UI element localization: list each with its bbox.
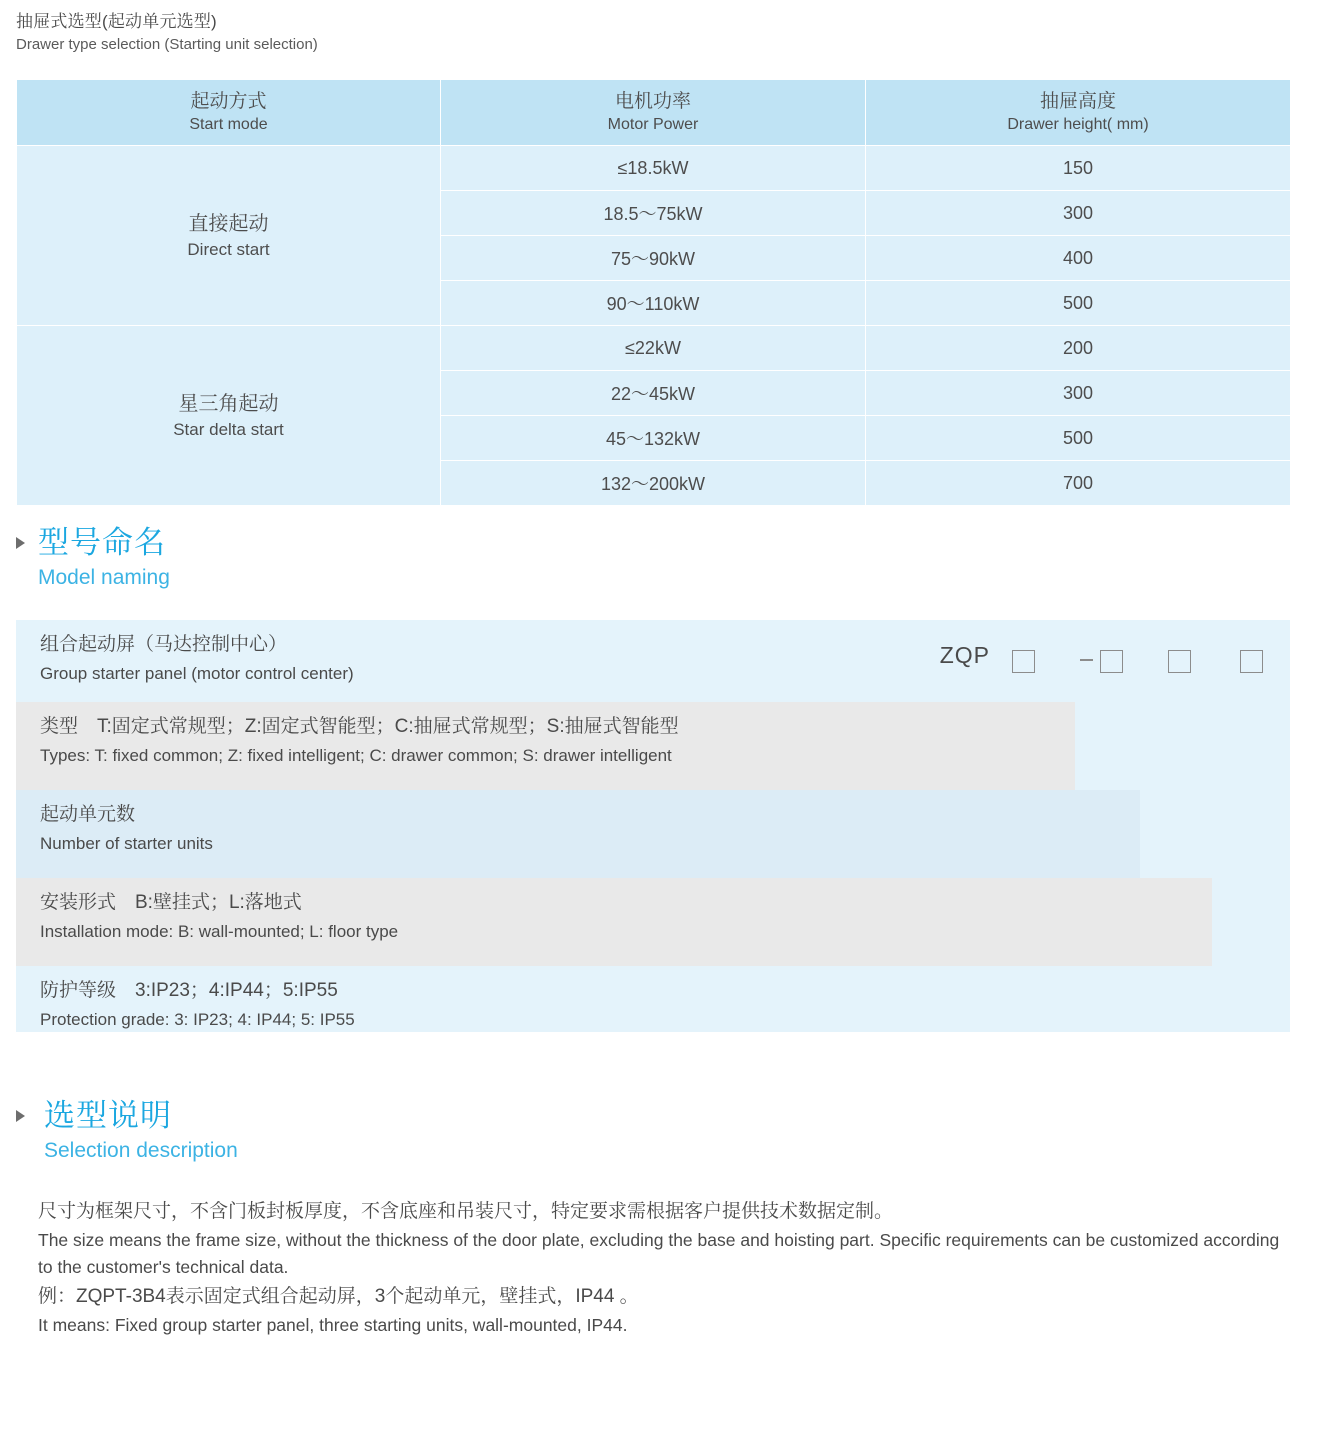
naming-row-install-mode-en: Installation mode: B: wall-mounted; L: floor type [40,922,399,941]
cell-height: 700 [866,461,1291,506]
model-code-prefix: ZQP [939,642,990,668]
code-dash-separator [1080,659,1093,661]
code-box-type [1012,650,1035,673]
table-body [17,146,1291,506]
naming-row-product-en: Group starter panel (motor control center) [40,664,354,683]
start-mode-star-delta-cn: 星三角起动 [178,392,279,415]
naming-row-protection-grade [16,966,1290,1032]
model-code-boxes [990,646,1252,680]
cell-power: 18.5～75kW [441,191,866,236]
cell-power: ≤22kW [441,326,866,371]
description-line-4-en: It means: Fixed group starter panel, three starting units, wall-mounted, IP44. [38,1315,628,1335]
cell-height: 300 [866,371,1291,416]
naming-row-product-cn: 组合起动屏（马达控制中心） [40,634,288,655]
section-selection-en: Selection description [44,1139,238,1162]
naming-row-unit-count-en: Number of starter units [40,834,213,853]
triangle-right-icon [16,1110,25,1122]
start-mode-star-delta-en: Star delta start [173,419,284,439]
start-mode-direct-cn: 直接起动 [188,212,269,235]
cell-power: 45～132kW [441,416,866,461]
cell-height: 400 [866,236,1291,281]
header-start-mode [17,80,441,146]
cell-power: 90～110kW [441,281,866,326]
naming-row-types-en: Types: T: fixed common; Z: fixed intelligent; C: drawer common; S: drawer intelligent [40,746,672,765]
cell-height: 150 [866,146,1291,191]
naming-row-types [16,702,1075,790]
section-heading-model-naming [16,523,170,593]
header-start-mode-cn: 起动方式 [190,91,267,112]
table-header-row [17,80,1291,146]
cell-start-mode-direct [17,146,441,326]
description-line-3-cn: 例：ZQPT-3B4表示固定式组合起动屏，3个起动单元，壁挂式，IP44 。 [38,1286,639,1307]
cell-height: 500 [866,281,1291,326]
selection-description-body [38,1196,1288,1339]
cell-height: 300 [866,191,1291,236]
model-naming-diagram [16,620,1290,1032]
header-drawer-height-cn: 抽屉高度 [1039,91,1116,112]
naming-row-unit-count [16,790,1140,878]
cell-power: 75～90kW [441,236,866,281]
naming-row-protection-grade-cn: 防护等级 3:IP23；4:IP44；5:IP55 [40,980,338,1001]
header-drawer-height [866,80,1291,146]
header-motor-power-en: Motor Power [607,116,699,133]
section-heading-selection-description [16,1096,238,1166]
code-box-protection-grade [1240,650,1263,673]
drawer-selection-table-wrapper [16,79,1290,506]
cell-power: ≤18.5kW [441,146,866,191]
header-start-mode-en: Start mode [189,116,268,133]
table-header [17,80,1291,146]
naming-row-types-cn: 类型 T:固定式常规型；Z:固定式智能型；C:抽屉式常规型；S:抽屉式智能型 [40,716,679,737]
naming-row-unit-count-cn: 起动单元数 [40,804,136,825]
drawer-selection-table [16,79,1291,506]
cell-height: 200 [866,326,1291,371]
header-drawer-height-en: Drawer height( mm) [1007,116,1149,133]
naming-row-install-mode-cn: 安装形式 B:壁挂式；L:落地式 [40,892,302,913]
table-row [17,326,1291,371]
code-box-install-mode [1168,650,1191,673]
table-caption-en: Drawer type selection (Starting unit selection) [16,36,318,53]
cell-start-mode-star-delta [17,326,441,506]
table-caption [16,10,916,56]
naming-row-install-mode [16,878,1212,966]
naming-row-protection-grade-en: Protection grade: 3: IP23; 4: IP44; 5: IP55 [40,1010,355,1029]
code-box-unit-count [1100,650,1123,673]
description-line-2-en: The size means the frame size, without the thickness of the door plate, excluding the base and hoisting part. Specific requirements can be customized according to the customer's technical data. [38,1230,1280,1277]
header-motor-power-cn: 电机功率 [614,91,691,112]
section-model-naming-cn: 型号命名 [38,525,166,560]
table-caption-cn: 抽屉式选型(起动单元选型) [16,12,217,31]
section-selection-cn: 选型说明 [44,1098,172,1133]
triangle-right-icon [16,537,25,549]
cell-height: 500 [866,416,1291,461]
section-model-naming-en: Model naming [38,566,170,589]
header-motor-power [441,80,866,146]
table-row [17,146,1291,191]
start-mode-direct-en: Direct start [187,239,270,259]
cell-power: 22～45kW [441,371,866,416]
description-line-1-cn: 尺寸为框架尺寸，不含门板封板厚度，不含底座和吊装尺寸，特定要求需根据客户提供技术数据定制。 [38,1201,894,1222]
cell-power: 132～200kW [441,461,866,506]
